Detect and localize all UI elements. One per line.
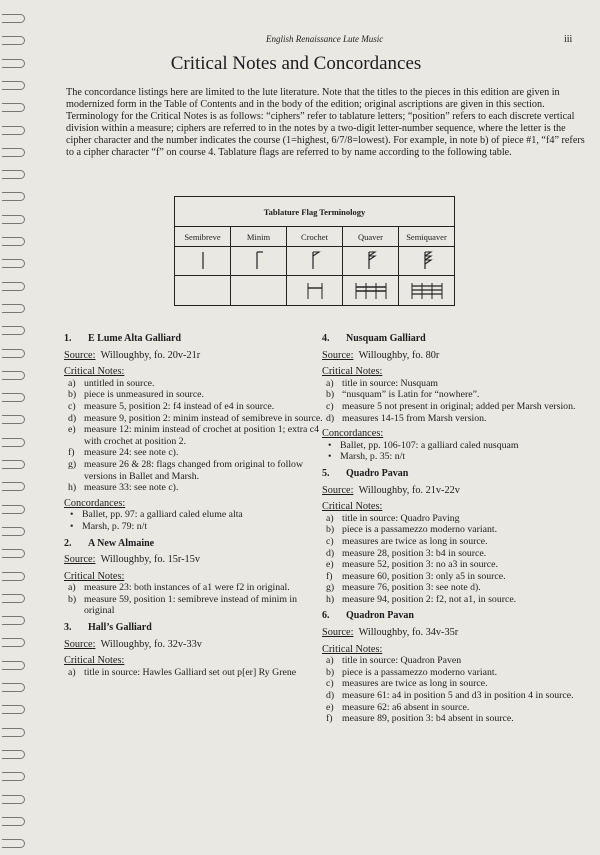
piece-number: 5. [322, 467, 330, 479]
note-letter: e) [326, 559, 334, 571]
note-letter: a) [68, 377, 76, 389]
critical-notes-label: Critical Notes: [322, 366, 383, 378]
concordance-item: • Marsh, p. 79: n/t [64, 521, 329, 533]
note-text: measure 9, position 2: minim instead of semibreve in source. [84, 412, 323, 424]
note-letter: d) [326, 690, 335, 702]
piece-section [64, 333, 329, 533]
binding-ring [2, 616, 25, 625]
note-item [66, 594, 329, 617]
binding-ring [2, 839, 25, 848]
page-title: Critical Notes and Concordances [170, 53, 422, 74]
concordance-item: • Ballet, pp. 106-107: a galliard caled nusquam [322, 440, 584, 452]
note-item [324, 690, 584, 702]
piece-number: 4. [322, 333, 330, 344]
note-letter: b) [326, 666, 335, 678]
spiral-binding [0, 0, 26, 855]
note-letter: d) [326, 412, 335, 424]
piece-section [322, 333, 584, 463]
binding-ring [2, 705, 25, 714]
note-letter: b) [326, 524, 335, 536]
critical-notes-label: Critical Notes: [64, 655, 125, 667]
note-item [324, 702, 584, 714]
note-text: title in source: Quadro Paving [342, 512, 460, 524]
note-item [324, 571, 584, 583]
concordances-label: Concordances: [322, 428, 384, 440]
source-value: Willoughby, fo. 15r-15v [100, 554, 201, 566]
semiquaver-beam-icon [399, 276, 455, 306]
flag-terminology-table [174, 196, 455, 306]
binding-ring [2, 460, 25, 469]
note-letter: f) [68, 447, 75, 459]
note-letter: e) [68, 424, 76, 436]
source-line [64, 350, 329, 362]
binding-ring [2, 549, 25, 558]
note-item [324, 513, 584, 525]
note-item [66, 389, 329, 401]
note-text: measure 23: both instances of a1 were f2 in original. [84, 582, 290, 594]
note-letter: h) [326, 593, 335, 605]
note-item [324, 413, 584, 425]
source-label: Source: [64, 638, 96, 650]
semibreve-beam-cell [175, 276, 231, 306]
piece-name: E Lume Alta Galliard [88, 333, 182, 344]
note-letter: b) [326, 389, 335, 401]
concordances-label: Concordances: [64, 497, 126, 509]
note-item [66, 582, 329, 594]
note-letter: c) [326, 400, 334, 412]
critical-notes-list [64, 378, 329, 494]
col-semibreve: Semibreve [175, 227, 231, 247]
left-column [64, 333, 329, 683]
page-number: iii [564, 34, 573, 45]
binding-ring [2, 505, 25, 514]
binding-ring [2, 81, 25, 90]
piece-title [64, 538, 329, 550]
note-item [66, 413, 329, 425]
note-text: measures 14-15 from Marsh version. [342, 412, 487, 424]
concordance-item: • Marsh, p. 35: n/t [322, 451, 584, 463]
note-item [66, 424, 329, 447]
note-item [66, 482, 329, 494]
note-letter: g) [326, 582, 335, 594]
binding-ring [2, 371, 25, 380]
note-item [66, 378, 329, 390]
piece-name: Quadron Pavan [346, 610, 414, 622]
binding-ring [2, 750, 25, 759]
binding-ring [2, 349, 25, 358]
note-text: measure 12: minim instead of crochet at position 1; extra c4 with crochet at position 2. [84, 424, 320, 447]
binding-ring [2, 259, 25, 268]
col-minim: Minim [231, 227, 287, 247]
binding-ring [2, 393, 25, 402]
note-item [324, 667, 584, 679]
binding-ring [2, 683, 25, 692]
source-line [322, 485, 584, 497]
concordance-item: • Ballet, pp. 97: a galliard caled elume alta [64, 509, 329, 521]
binding-ring [2, 215, 25, 224]
note-letter: b) [68, 593, 77, 605]
note-text: measure 52, position 3: no a3 in source. [342, 559, 498, 571]
note-text: measure 5, position 2: f4 instead of e4 in source. [84, 400, 275, 412]
binding-ring [2, 148, 25, 157]
piece-name: Quadro Pavan [346, 467, 409, 479]
binding-ring [2, 572, 25, 581]
binding-ring [2, 661, 25, 670]
note-letter: f) [326, 570, 333, 582]
binding-ring [2, 326, 25, 335]
note-letter: e) [326, 701, 334, 713]
running-head: English Renaissance Lute Music [266, 34, 384, 44]
binding-ring [2, 638, 25, 647]
note-text: measure 62: a6 absent in source. [342, 701, 470, 713]
note-letter: c) [326, 535, 334, 547]
note-text: measure 89, position 3: b4 absent in source. [342, 713, 514, 725]
source-label: Source: [322, 484, 354, 496]
critical-notes-list [322, 513, 584, 606]
source-line [64, 639, 329, 651]
note-item [324, 389, 584, 401]
right-column [322, 333, 584, 730]
note-text: measure 76, position 3: see note d). [342, 582, 481, 594]
intro-paragraph: The concordance listings here are limited to the lute literature. Note that the titles to the pieces in this edition are given in modernized form in the Table of Contents and in the body of the edition; original ascriptions are given in this section. Terminology for the Critical Notes is as follows: “ciphers” refer to tablature letters; “position” refers to each discrete vertical division within a measure; ciphers are referred to in the notes by a two-digit letter-number sequence, where the letter is the cipher character and the number indicates the course (1=highest, 6/7/8=lowest). For example, in note b) of piece #1, “f4” refers to a cipher character “f” on course 4. Tablature flags are referred to by name according to the following table. [66, 87, 585, 159]
note-text: measure 5 not present in original; added per Marsh version. [342, 400, 576, 412]
note-text: piece is unmeasured in source. [84, 389, 204, 401]
note-letter: d) [326, 547, 335, 559]
binding-ring [2, 103, 25, 112]
binding-ring [2, 59, 25, 68]
piece-name: Nusquam Galliard [346, 333, 426, 344]
note-text: “nusquam” is Latin for “nowhere”. [342, 389, 480, 401]
minim-flag-icon [231, 247, 287, 276]
piece-number: 2. [64, 537, 72, 549]
note-item [324, 548, 584, 560]
piece-section [322, 468, 584, 606]
piece-number: 6. [322, 610, 330, 622]
piece-number: 1. [64, 333, 72, 344]
concordances-list [64, 509, 329, 532]
binding-ring [2, 282, 25, 291]
binding-ring [2, 438, 25, 447]
source-value: Willoughby, fo. 32v-33v [100, 638, 202, 650]
crochet-flag-icon [287, 247, 343, 276]
note-letter: a) [68, 666, 76, 678]
critical-notes-list [322, 378, 584, 424]
note-item [66, 447, 329, 459]
critical-notes-label: Critical Notes: [322, 643, 383, 655]
critical-notes-label: Critical Notes: [64, 570, 125, 582]
note-letter: a) [326, 512, 334, 524]
note-item [324, 655, 584, 667]
piece-name: Hall’s Galliard [88, 622, 152, 634]
note-letter: a) [68, 582, 76, 594]
note-item [324, 559, 584, 571]
source-label: Source: [322, 349, 354, 361]
note-text: title in source: Quadron Paven [342, 655, 462, 667]
source-value: Willoughby, fo. 20v-21r [100, 349, 201, 361]
binding-ring [2, 415, 25, 424]
note-letter: b) [68, 389, 77, 401]
note-item [324, 401, 584, 413]
piece-section [64, 622, 329, 678]
note-text: piece is a passamezzo moderno variant. [342, 524, 498, 536]
binding-ring [2, 170, 25, 179]
semiquaver-flag-icon [399, 247, 455, 276]
note-letter: a) [326, 377, 334, 389]
note-letter: f) [326, 713, 333, 725]
source-label: Source: [64, 554, 96, 566]
note-text: untitled in source. [84, 377, 155, 389]
note-item [324, 524, 584, 536]
piece-title [64, 622, 329, 634]
note-letter: h) [68, 482, 77, 494]
note-letter: a) [326, 655, 334, 667]
note-item [66, 401, 329, 413]
critical-notes-list [64, 582, 329, 617]
note-item [324, 378, 584, 390]
note-text: measure 94, position 2: f2, not a1, in source. [342, 593, 517, 605]
binding-ring [2, 192, 25, 201]
note-letter: d) [68, 412, 77, 424]
binding-ring [2, 14, 25, 23]
note-letter: c) [68, 400, 76, 412]
binding-ring [2, 527, 25, 536]
note-text: measure 26 & 28: flags changed from original to follow versions in Ballet and Marsh. [84, 458, 304, 482]
critical-notes-label: Critical Notes: [322, 501, 383, 513]
note-text: measure 33: see note c). [84, 482, 179, 494]
binding-ring [2, 594, 25, 603]
minim-beam-cell [231, 276, 287, 306]
note-text: title in source: Hawles Galliard set out p[er] Ry Grene [84, 666, 297, 678]
col-semiquaver: Semiquaver [399, 227, 455, 247]
note-text: measure 60, position 3: only a5 in source. [342, 570, 506, 582]
source-label: Source: [64, 349, 96, 361]
binding-ring [2, 817, 25, 826]
binding-ring [2, 36, 25, 45]
piece-section [64, 538, 329, 618]
source-line [322, 627, 584, 639]
piece-name: A New Almaine [88, 537, 155, 549]
note-text: measure 59, position 1: semibreve instead of minim in original [84, 593, 298, 617]
piece-title [322, 468, 584, 480]
note-text: piece is a passamezzo moderno variant. [342, 666, 498, 678]
note-text: measures are twice as long in source. [342, 678, 488, 690]
note-item [324, 536, 584, 548]
quaver-beam-icon [343, 276, 399, 306]
note-item [324, 582, 584, 594]
binding-ring [2, 795, 25, 804]
note-text: measure 61: a4 in position 5 and d3 in position 4 in source. [342, 690, 574, 702]
col-crochet: Crochet [287, 227, 343, 247]
critical-notes-list [64, 667, 329, 679]
binding-ring [2, 772, 25, 781]
concordances-list [322, 440, 584, 463]
piece-number: 3. [64, 622, 72, 634]
binding-ring [2, 304, 25, 313]
binding-ring [2, 237, 25, 246]
source-value: Willoughby, fo. 34v-35r [358, 627, 459, 639]
note-text: measure 24: see note c). [84, 447, 179, 459]
note-text: measures are twice as long in source. [342, 535, 488, 547]
source-value: Willoughby, fo. 21v-22v [358, 484, 460, 496]
note-item [66, 459, 329, 482]
flag-table-title: Tablature Flag Terminology [175, 197, 455, 227]
source-line [64, 554, 329, 566]
binding-ring [2, 728, 25, 737]
note-text: title in source: Nusquam [342, 377, 439, 389]
piece-title [322, 333, 584, 345]
note-item [324, 678, 584, 690]
binding-ring [2, 482, 25, 491]
quaver-flag-icon [343, 247, 399, 276]
piece-title [64, 333, 329, 345]
note-letter: g) [68, 458, 77, 470]
note-item [66, 667, 329, 679]
binding-ring [2, 126, 25, 135]
col-quaver: Quaver [343, 227, 399, 247]
piece-title [322, 610, 584, 622]
crochet-beam-icon [287, 276, 343, 306]
piece-section [322, 610, 584, 724]
source-line [322, 350, 584, 362]
source-label: Source: [322, 627, 354, 639]
note-text: measure 28, position 3: b4 in source. [342, 547, 487, 559]
note-letter: c) [326, 678, 334, 690]
source-value: Willoughby, fo. 80r [358, 349, 440, 361]
critical-notes-label: Critical Notes: [64, 366, 125, 378]
semibreve-flag-icon [175, 247, 231, 276]
note-item [324, 713, 584, 725]
document-page [26, 0, 600, 855]
critical-notes-list [322, 655, 584, 725]
note-item [324, 594, 584, 606]
